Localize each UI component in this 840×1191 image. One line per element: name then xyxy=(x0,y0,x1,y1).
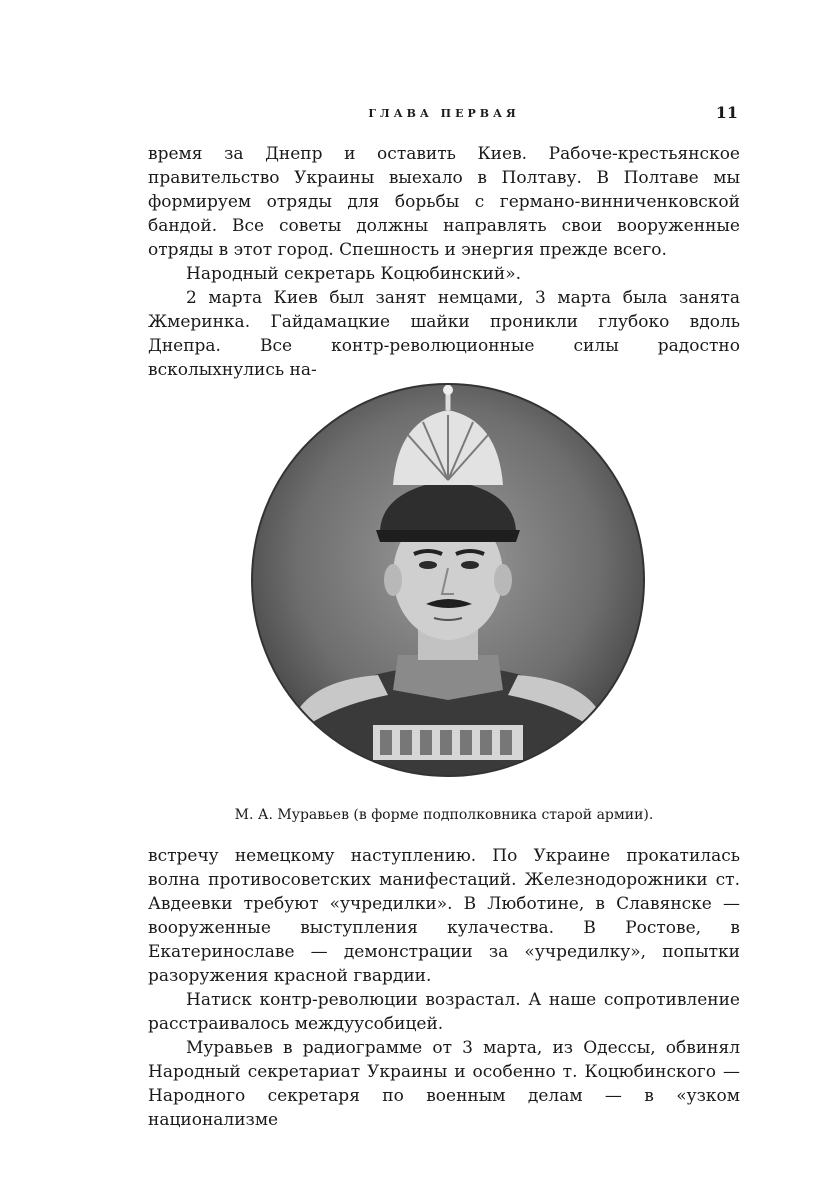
text-block-bottom xyxy=(148,844,740,1132)
paragraph: Муравьев в радиограмме от 3 марта, из Одессы, обвинял Народный секретариат Украины и особенно т. Коцюбинского — Народного секретаря по военным делам — в «узком национализме xyxy=(148,1038,740,1130)
text-block-top xyxy=(148,142,740,382)
running-head xyxy=(148,103,740,123)
chapter-title: ГЛАВА ПЕРВАЯ xyxy=(368,107,520,120)
page-number: 11 xyxy=(715,103,738,122)
paragraph: Народный секретарь Коцюбинский». xyxy=(186,264,522,284)
portrait-figure xyxy=(248,380,648,780)
portrait-image xyxy=(248,380,648,780)
paragraph: 2 марта Киев был занят немцами, 3 марта была занята Жмеринка. Гайдамацкие шайки проникли глубоко вдоль Днепра. Все контр-революционные силы радостно всколыхнулись на- xyxy=(148,288,740,380)
paragraph: время за Днепр и оставить Киев. Рабоче-крестьянское правительство Украины выехало в Полтаву. В Полтаве мы формируем отряды для борьбы с германо-винниченковской бандой. Все советы должны направлять свои вооруженные отряды в этот город. Спешность и энергия прежде всего. xyxy=(148,144,740,260)
paragraph: Натиск контр-революции возрастал. А наше сопротивление расстраивалось междуусобицей. xyxy=(148,990,740,1034)
paragraph: встречу немецкому наступлению. По Украине прокатилась волна противосоветских манифестаций. Железнодорожники ст. Авдеевки требуют «учредилки». В Люботине, в Славянске — вооруженные выступления кулачества. В Ростове, в Екатеринославе — демонстрации за «учредилку», попытки разоружения красной гвардии. xyxy=(148,846,740,986)
figure-caption: М. А. Муравьев (в форме подполковника старой армии). xyxy=(234,807,654,823)
